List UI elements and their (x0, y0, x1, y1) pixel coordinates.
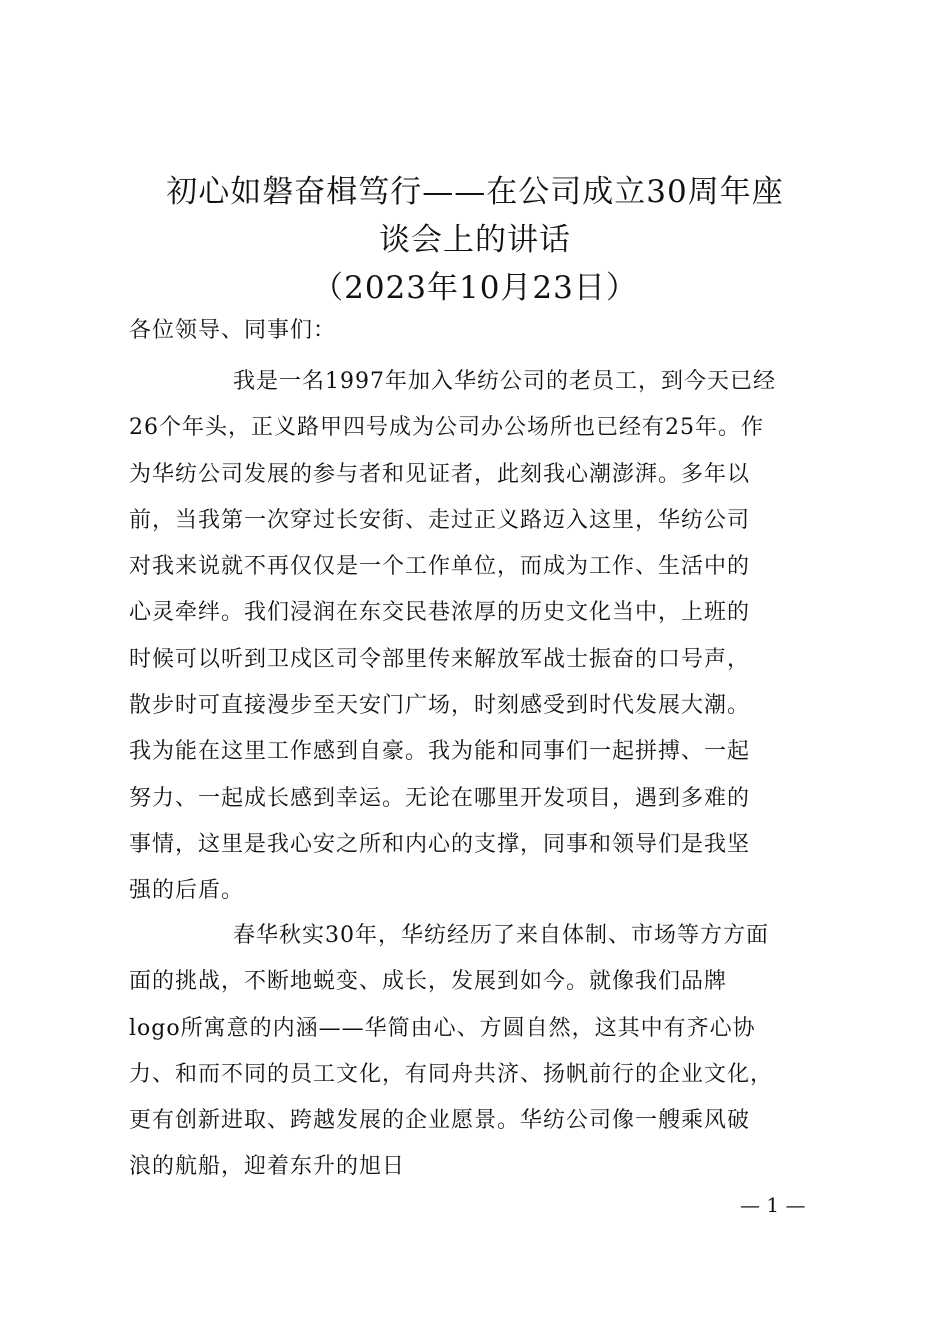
text-line: 力、和而不同的员工文化，有同舟共济、扬帆前行的企业文化， (129, 1061, 774, 1087)
title-date-line: （2023年10月23日） (312, 270, 638, 306)
text-line: 面的挑战，不断地蜕变、成长，发展到如今。就像我们品牌 (129, 969, 728, 995)
body-paragraph-2 (129, 913, 829, 1191)
title-line-1: 初心如磐奋楫笃行——在公司成立30周年座 (166, 174, 784, 210)
body-paragraph-1 (129, 359, 829, 915)
page-number: — 1 — (740, 1193, 806, 1217)
salutation: 各位领导、同事们： (129, 318, 337, 343)
title-line-2: 谈会上的讲话 (379, 222, 571, 258)
text-line: 努力、一起成长感到幸运。无论在哪里开发项目，遇到多难的 (129, 785, 751, 811)
text-line: 我是一名1997年加入华纺公司的老员工，到今天已经 (233, 369, 776, 394)
text-line: 春华秋实30年，华纺经历了来自体制、市场等方方面 (233, 923, 769, 948)
text-line: 散步时可直接漫步至天安门广场，时刻感受到时代发展大潮。 (129, 693, 751, 719)
document-title (120, 168, 830, 312)
text-line: 我为能在这里工作感到自豪。我为能和同事们一起拼搏、一起 (129, 739, 751, 765)
text-line: 更有创新进取、跨越发展的企业愿景。华纺公司像一艘乘风破 (129, 1108, 751, 1134)
text-line: 浪的航船，迎着东升的旭日 (129, 1154, 406, 1180)
text-line: 心灵牵绊。我们浸润在东交民巷浓厚的历史文化当中，上班的 (129, 600, 751, 626)
text-line: 对我来说就不再仅仅是一个工作单位，而成为工作、生活中的 (129, 554, 751, 580)
text-line: 强的后盾。 (129, 878, 245, 904)
text-line: logo所寓意的内涵——华简由心、方圆自然，这其中有齐心协 (129, 1015, 756, 1041)
text-line: 前，当我第一次穿过长安街、走过正义路迈入这里，华纺公司 (129, 507, 751, 533)
text-line: 事情，这里是我心安之所和内心的支撑，同事和领导们是我坚 (129, 831, 751, 857)
text-line: 26个年头，正义路甲四号成为公司办公场所也已经有25年。作 (129, 415, 764, 441)
text-line: 时候可以听到卫戍区司令部里传来解放军战士振奋的口号声， (129, 646, 751, 672)
text-line: 为华纺公司发展的参与者和见证者，此刻我心潮澎湃。多年以 (129, 461, 751, 487)
